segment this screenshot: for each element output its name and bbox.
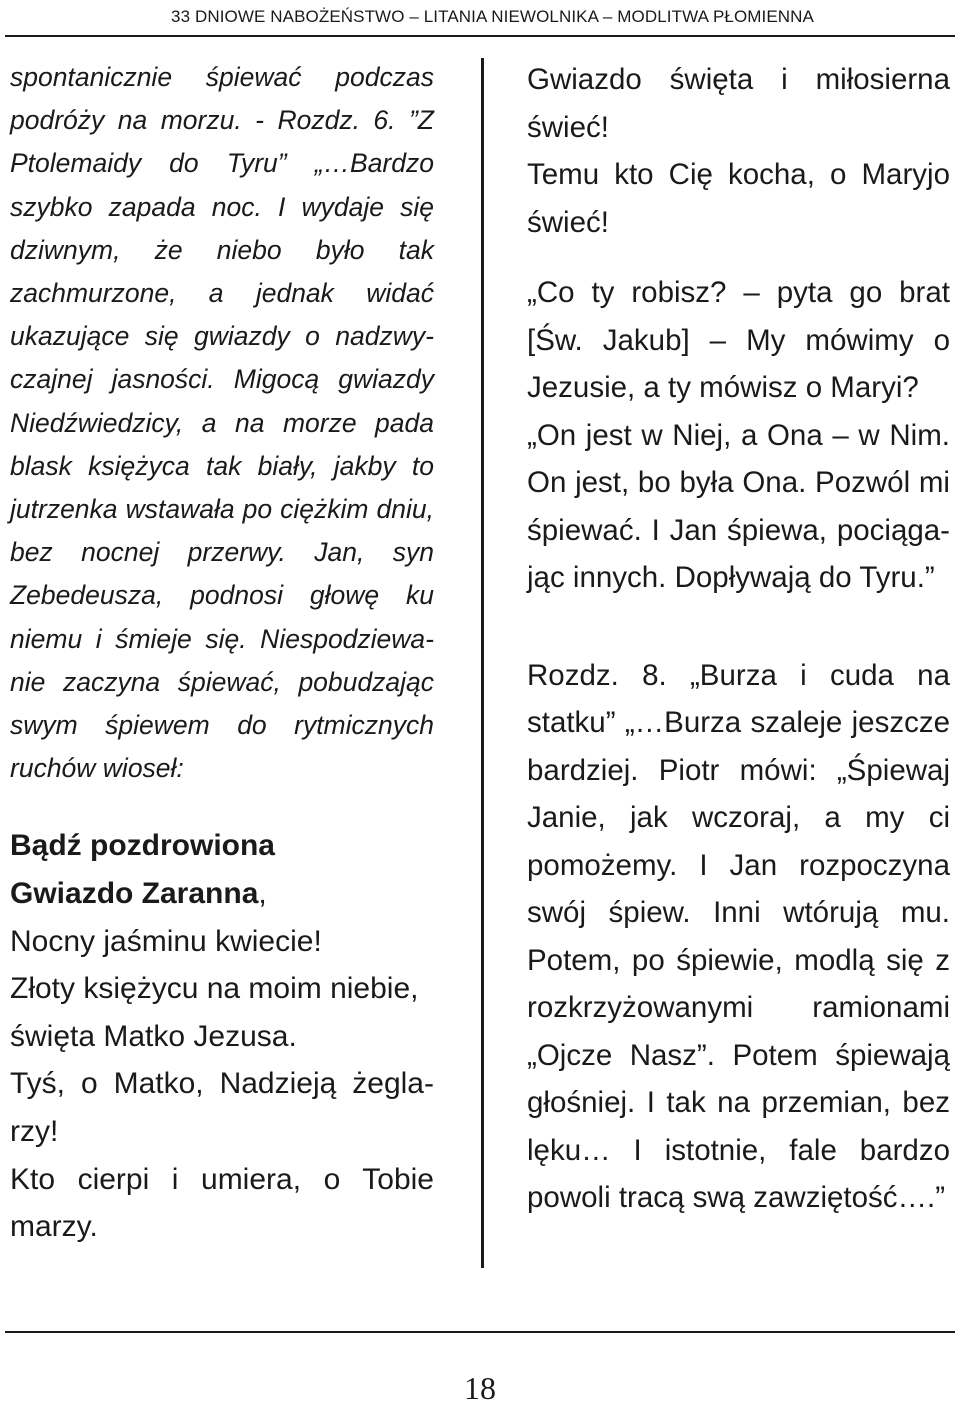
paragraph-gap: [527, 246, 950, 269]
right-column: [527, 56, 950, 1222]
left-column: [10, 56, 434, 1251]
page-number: 18: [464, 1370, 496, 1406]
paragraph-gap: [527, 602, 950, 652]
footer-rule: [5, 1331, 955, 1333]
poem-bold-text: Gwiazdo Zaranna: [10, 877, 259, 911]
poem-line: Kto cierpi i umiera, o Tobie marzy.: [10, 1162, 434, 1244]
paragraph: „Co ty robisz? – pyta go brat [Św. Jakub] – My mówimy o Jezusie, a ty mówisz o Maryi?: [527, 276, 950, 404]
poem-punctuation: ,: [258, 877, 267, 911]
paragraph: Temu kto Cię kocha, o Maryjo świeć!: [527, 158, 950, 239]
column-divider: [481, 58, 484, 1268]
poem-line: Nocny jaśminu kwiecie!: [10, 924, 322, 958]
poem-line: Bądź pozdrowiona: [10, 829, 275, 863]
poem-line: Złoty księżycu na moim niebie,: [10, 972, 419, 1006]
paragraph: „On jest w Niej, a Ona – w Nim. On jest, bo była Ona. Pozwól mi śpiewać. I Jan śpiewa, pociąga-jąc innych. Dopływają do Tyru.”: [527, 418, 950, 594]
header-rule: [5, 35, 955, 37]
poem-line: Tyś, o Matko, Nadzieją żegla-rzy!: [10, 1067, 434, 1149]
paragraph: Gwiazdo święta i miłosierna świeć!: [527, 63, 950, 144]
poem: [10, 822, 434, 1250]
prose-paragraph: spontanicznie śpiewać podczas podróży na morzu. - Rozdz. 6. ”Z Ptolemaidy do Tyru” „…Bardzo szybko zapada noc. I wydaje się dziwnym, że niebo było tak zachmurzone, a jednak widać ukazujące się gwiazdy o nadzwy-czajnej jasności. Migocą gwiazdy Niedźwiedzicy, a na morze pada blask księżyca tak biały, jakby to jutrzenka wstawała po ciężkim dniu, bez nocnej przerwy. Jan, syn Zebedeusza, podnosi głowę ku niemu i śmieje się. Niespodziewa-nie zaczyna śpiewać, pobudzając swym śpiewem do rytmicznych ruchów wioseł:: [10, 62, 434, 784]
poem-line: [10, 870, 434, 918]
paragraph: Rozdz. 8. „Burza i cuda na statku” „…Burza szaleje jeszcze bardziej. Piotr mówi: „Śpiewaj Janie, jak wczoraj, a my ci pomożemy. I Jan rozpoczyna swój śpiew. Inni wtórują mu. Potem, po śpiewie, modlą się z rozkrzyżowanymi ramionami „Ojcze Nasz”. Potem śpiewają głośniej. I tak na przemian, bez lęku… I istotnie, fale bardzo powoli tracą swą zawziętość….”: [527, 658, 950, 1214]
poem-line: święta Matko Jezusa.: [10, 1019, 297, 1053]
running-header: 33 DNIOWE NABOŻEŃSTWO – LITANIA NIEWOLNIKA – MODLITWA PŁOMIENNA: [171, 7, 814, 26]
